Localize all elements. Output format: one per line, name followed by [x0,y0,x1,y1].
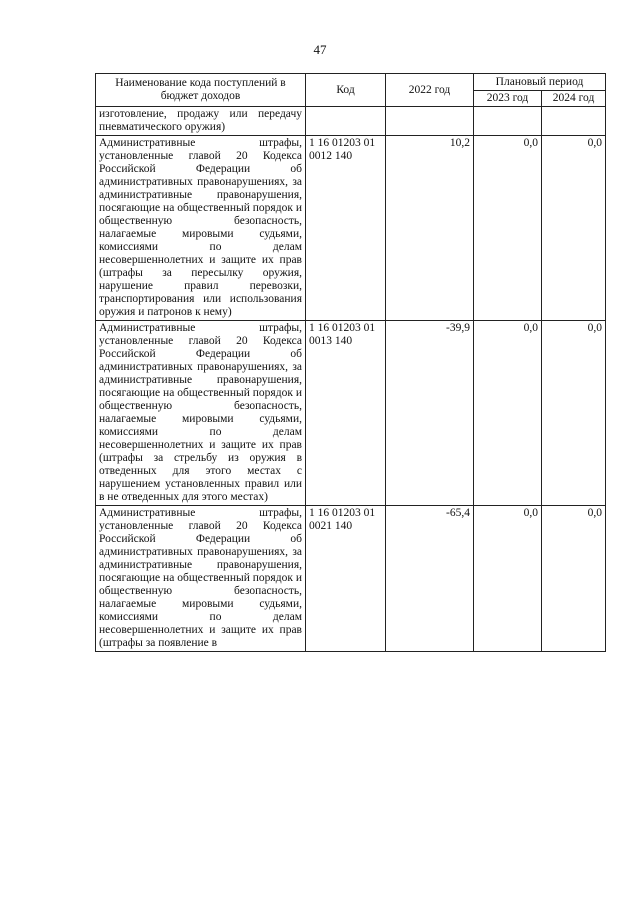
table-row [96,321,606,506]
page-number: 47 [313,42,327,57]
row-value-2022: 10,2 [386,136,474,321]
table-row [96,107,606,136]
row-code: 1 16 01203 01 0021 140 [306,506,386,652]
row-code: 1 16 01203 01 0012 140 [306,136,386,321]
row-code: 1 16 01203 01 0013 140 [306,321,386,506]
table-row [96,506,606,652]
row-name: Административные штрафы, установленные главой 20 Кодекса Российской Федерации об административных правонарушениях, за административные правонарушения, посягающие на общественный порядок и общественную безопасность, налагаемые мировыми судьями, комиссиями по делам несовершеннолетних и защите их прав (штрафы за появление в [96,506,306,652]
row-name: Административные штрафы, установленные главой 20 Кодекса Российской Федерации об административных правонарушениях, за административные правонарушения, посягающие на общественный порядок и общественную безопасность, налагаемые мировыми судьями, комиссиями по делам несовершеннолетних и защите их прав (штрафы за стрельбу из оружия в отведенных для этого местах с нарушением установленных правил или в не отведенных для этого местах) [96,321,306,506]
row-name: Административные штрафы, установленные главой 20 Кодекса Российской Федерации об административных правонарушениях, за административные правонарушения, посягающие на общественный порядок и общественную безопасность, налагаемые мировыми судьями, комиссиями по делам несовершеннолетних и защите их прав (штрафы за пересылку оружия, нарушение правил перевозки, транспортирования или использования оружия и патронов к нему) [96,136,306,321]
header-year-2024: 2024 год [542,91,606,107]
row-value-2022: -39,9 [386,321,474,506]
row-value-2024: 0,0 [542,136,606,321]
row-value-2024 [542,107,606,136]
row-code [306,107,386,136]
row-value-2022 [386,107,474,136]
header-planned-period: Плановый период [474,74,606,91]
table-row [96,136,606,321]
row-value-2023 [474,107,542,136]
row-value-2023: 0,0 [474,136,542,321]
row-value-2024: 0,0 [542,321,606,506]
row-value-2023: 0,0 [474,506,542,652]
header-year-2022: 2022 год [386,74,474,107]
row-name: изготовление, продажу или передачу пневматического оружия) [96,107,306,136]
row-value-2024: 0,0 [542,506,606,652]
revenue-table [95,73,606,652]
row-value-2023: 0,0 [474,321,542,506]
header-code: Код [306,74,386,107]
row-value-2022: -65,4 [386,506,474,652]
header-year-2023: 2023 год [474,91,542,107]
header-name: Наименование кода поступлений в бюджет доходов [96,74,306,107]
